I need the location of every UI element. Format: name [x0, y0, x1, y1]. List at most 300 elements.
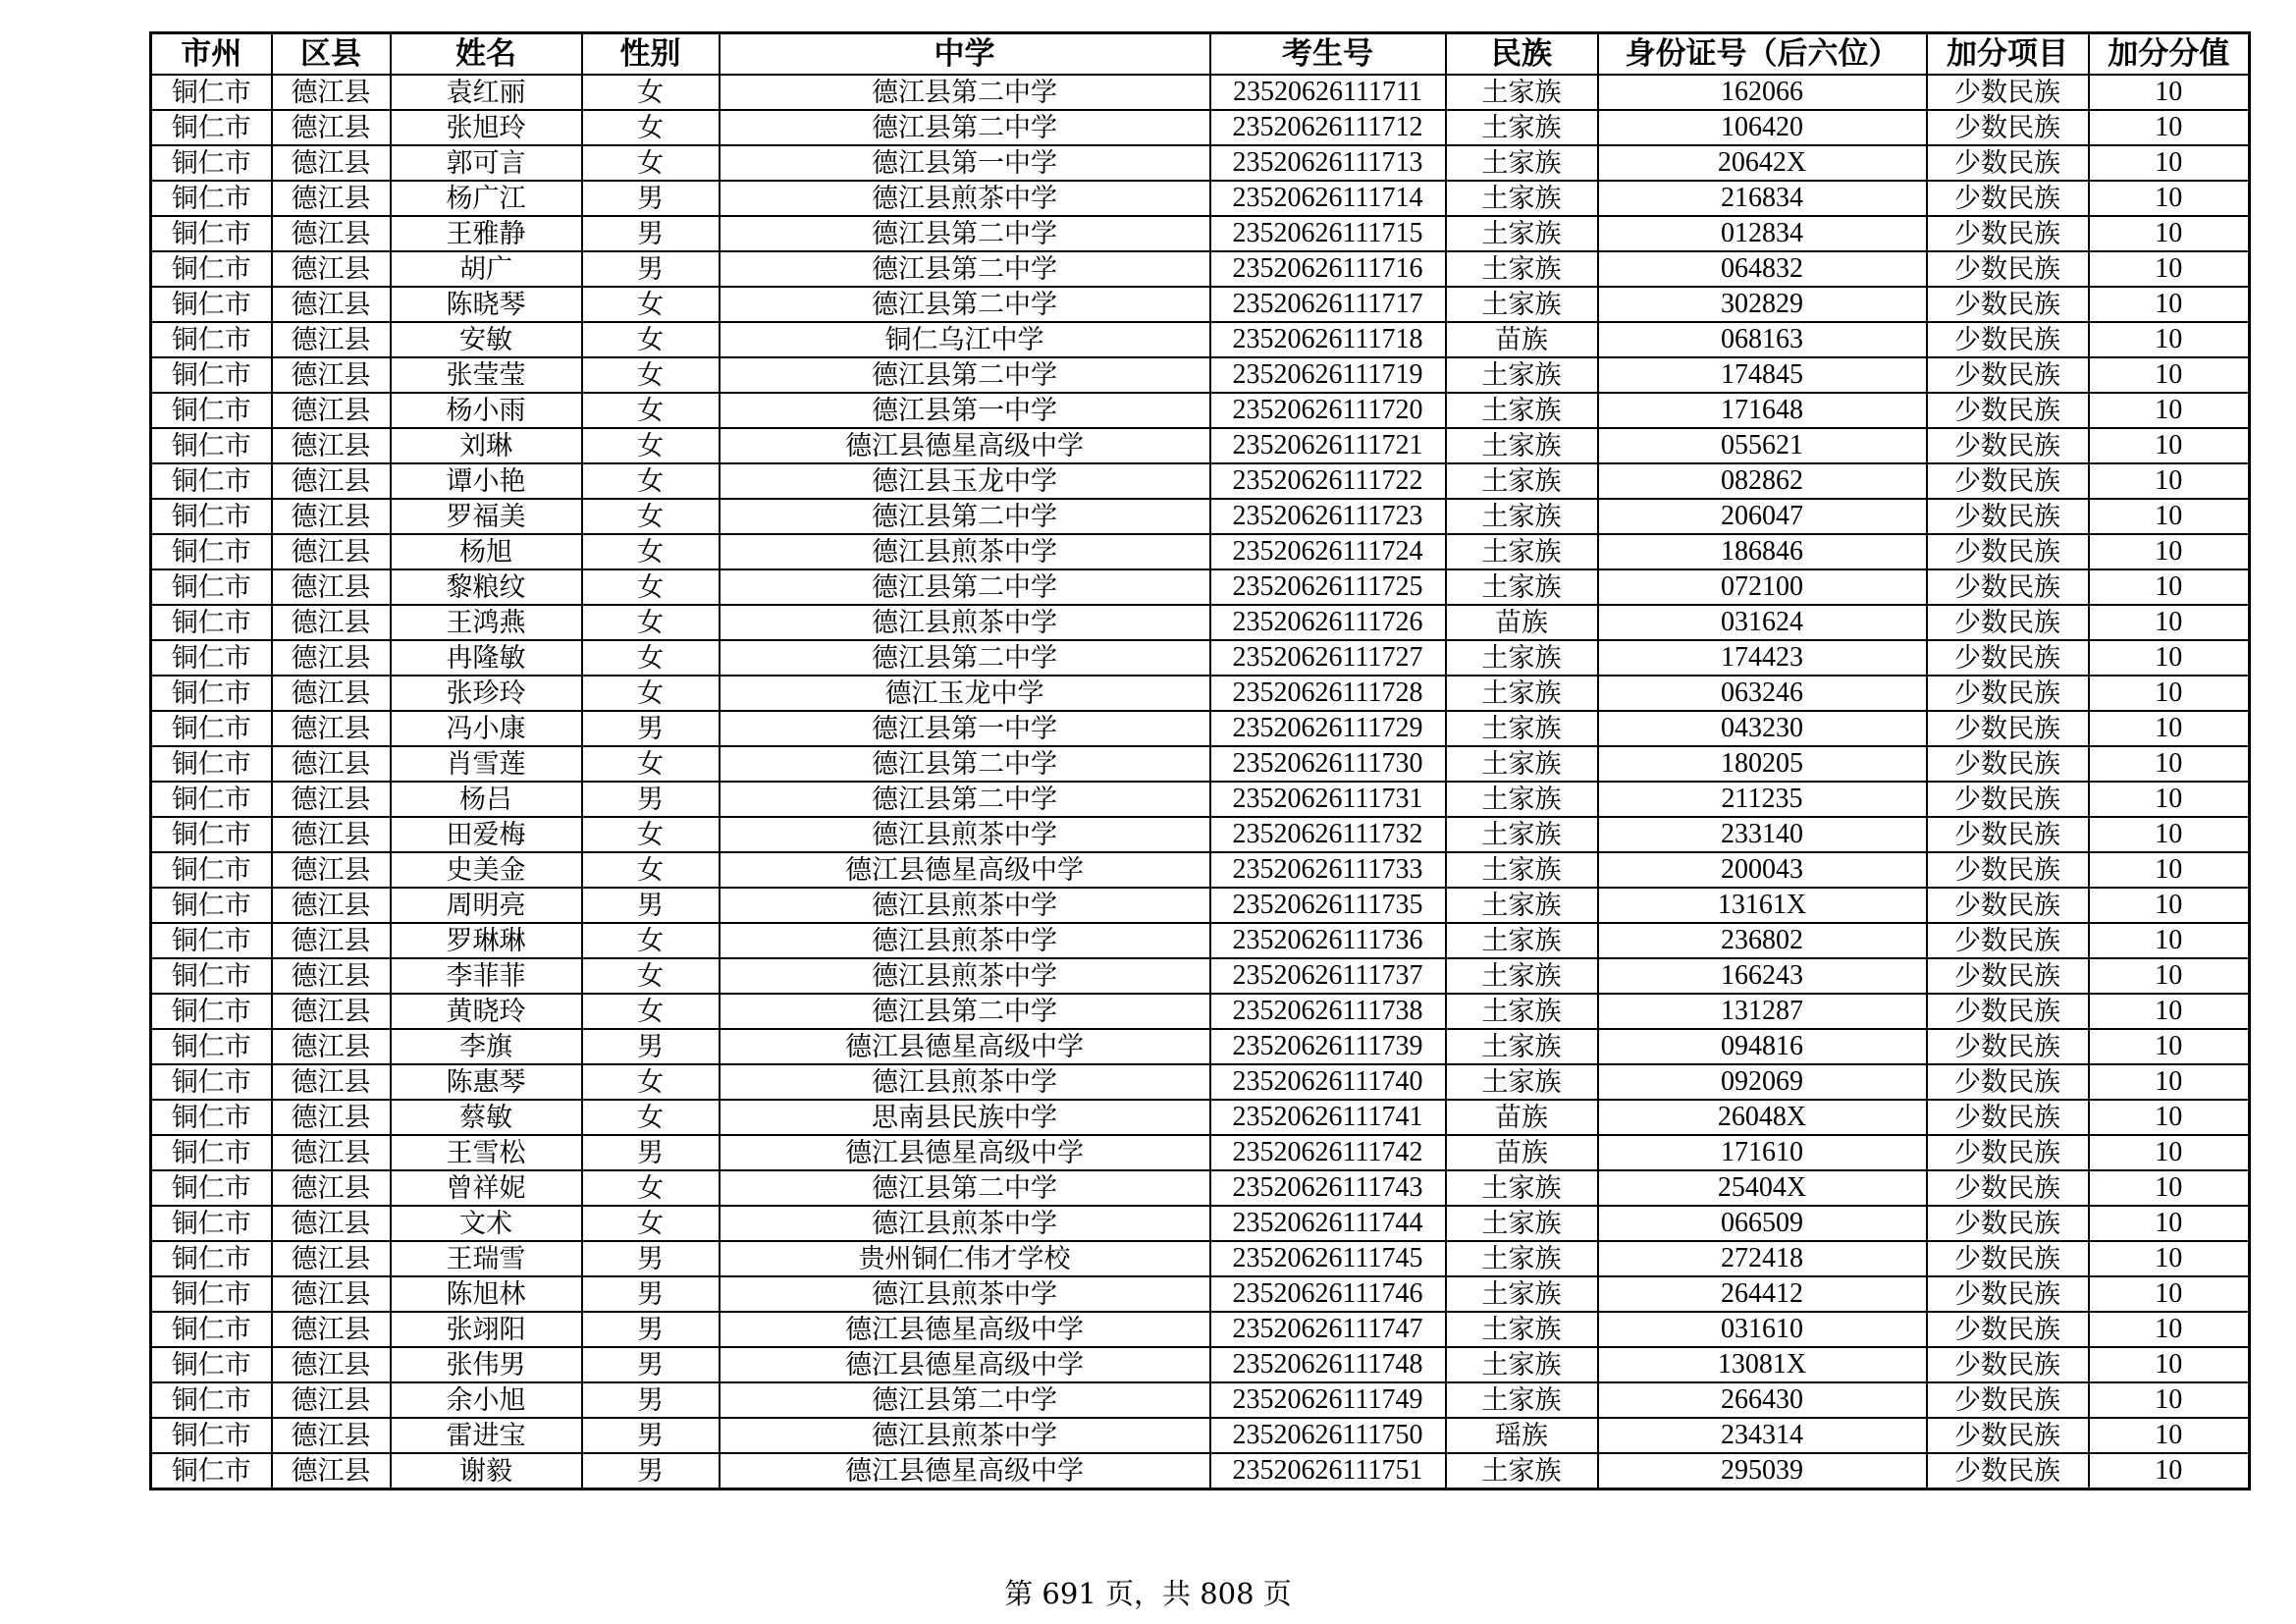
cell-gender: 女 [582, 746, 720, 782]
cell-bonus-item: 少数民族 [1927, 287, 2089, 322]
cell-ethnicity: 土家族 [1446, 852, 1598, 888]
cell-school: 德江县煎茶中学 [720, 958, 1210, 994]
cell-name: 陈旭林 [391, 1276, 582, 1312]
cell-city: 铜仁市 [151, 534, 272, 569]
cell-county: 德江县 [272, 923, 391, 958]
cell-id-last-six: 082862 [1598, 463, 1927, 499]
cell-name: 王雅静 [391, 216, 582, 251]
table-row [151, 852, 2250, 888]
cell-bonus-points: 10 [2089, 251, 2250, 287]
cell-bonus-item: 少数民族 [1927, 817, 2089, 852]
cell-bonus-points: 10 [2089, 1135, 2250, 1170]
cell-name: 谢毅 [391, 1453, 582, 1489]
cell-bonus-item: 少数民族 [1927, 1241, 2089, 1276]
cell-gender: 女 [582, 1100, 720, 1135]
table-row [151, 817, 2250, 852]
cell-name: 张翊阳 [391, 1312, 582, 1347]
cell-ethnicity: 土家族 [1446, 393, 1598, 428]
cell-name: 李菲菲 [391, 958, 582, 994]
cell-gender: 女 [582, 322, 720, 357]
cell-school: 德江县煎茶中学 [720, 1206, 1210, 1241]
cell-county: 德江县 [272, 1382, 391, 1418]
cell-bonus-item: 少数民族 [1927, 110, 2089, 145]
table-row [151, 1064, 2250, 1100]
cell-exam-number: 23520626111713 [1210, 145, 1446, 181]
cell-bonus-item: 少数民族 [1927, 216, 2089, 251]
cell-bonus-points: 10 [2089, 1312, 2250, 1347]
cell-name: 胡广 [391, 251, 582, 287]
cell-exam-number: 23520626111733 [1210, 852, 1446, 888]
cell-name: 陈晓琴 [391, 287, 582, 322]
cell-exam-number: 23520626111746 [1210, 1276, 1446, 1312]
cell-bonus-item: 少数民族 [1927, 463, 2089, 499]
cell-gender: 男 [582, 216, 720, 251]
cell-gender: 女 [582, 1064, 720, 1100]
cell-school: 德江玉龙中学 [720, 676, 1210, 711]
cell-county: 德江县 [272, 534, 391, 569]
cell-city: 铜仁市 [151, 181, 272, 216]
table-row [151, 181, 2250, 216]
cell-name: 黎粮纹 [391, 569, 582, 605]
cell-city: 铜仁市 [151, 499, 272, 534]
cell-id-last-six: 174845 [1598, 357, 1927, 393]
cell-id-last-six: 233140 [1598, 817, 1927, 852]
cell-city: 铜仁市 [151, 357, 272, 393]
cell-gender: 男 [582, 1135, 720, 1170]
cell-ethnicity: 土家族 [1446, 888, 1598, 923]
cell-bonus-item: 少数民族 [1927, 499, 2089, 534]
column-header-bonus-points: 加分分值 [2089, 33, 2250, 76]
cell-ethnicity: 土家族 [1446, 1312, 1598, 1347]
cell-city: 铜仁市 [151, 145, 272, 181]
cell-county: 德江县 [272, 393, 391, 428]
cell-city: 铜仁市 [151, 1100, 272, 1135]
cell-exam-number: 23520626111716 [1210, 251, 1446, 287]
column-header-bonus-item: 加分项目 [1927, 33, 2089, 76]
cell-gender: 女 [582, 534, 720, 569]
cell-city: 铜仁市 [151, 1170, 272, 1206]
cell-gender: 女 [582, 1170, 720, 1206]
header-row [151, 33, 2250, 76]
cell-bonus-item: 少数民族 [1927, 534, 2089, 569]
cell-county: 德江县 [272, 216, 391, 251]
cell-gender: 女 [582, 1206, 720, 1241]
cell-county: 德江县 [272, 110, 391, 145]
cell-id-last-six: 174423 [1598, 640, 1927, 676]
cell-name: 文术 [391, 1206, 582, 1241]
cell-ethnicity: 土家族 [1446, 817, 1598, 852]
cell-ethnicity: 土家族 [1446, 357, 1598, 393]
cell-ethnicity: 土家族 [1446, 287, 1598, 322]
cell-gender: 女 [582, 640, 720, 676]
cell-city: 铜仁市 [151, 1206, 272, 1241]
cell-exam-number: 23520626111731 [1210, 782, 1446, 817]
cell-city: 铜仁市 [151, 1029, 272, 1064]
cell-county: 德江县 [272, 75, 391, 110]
cell-name: 冉隆敏 [391, 640, 582, 676]
cell-exam-number: 23520626111735 [1210, 888, 1446, 923]
table-row [151, 110, 2250, 145]
cell-city: 铜仁市 [151, 75, 272, 110]
cell-bonus-points: 10 [2089, 1453, 2250, 1489]
cell-county: 德江县 [272, 711, 391, 746]
cell-id-last-six: 031610 [1598, 1312, 1927, 1347]
cell-ethnicity: 土家族 [1446, 1064, 1598, 1100]
cell-name: 肖雪莲 [391, 746, 582, 782]
cell-bonus-points: 10 [2089, 322, 2250, 357]
cell-bonus-item: 少数民族 [1927, 994, 2089, 1029]
cell-school: 德江县煎茶中学 [720, 923, 1210, 958]
cell-ethnicity: 土家族 [1446, 110, 1598, 145]
cell-exam-number: 23520626111714 [1210, 181, 1446, 216]
cell-bonus-item: 少数民族 [1927, 1276, 2089, 1312]
cell-school: 德江县煎茶中学 [720, 1418, 1210, 1453]
cell-school: 德江县德星高级中学 [720, 1347, 1210, 1382]
cell-bonus-points: 10 [2089, 181, 2250, 216]
cell-bonus-points: 10 [2089, 499, 2250, 534]
table-body [151, 75, 2250, 1489]
table-row [151, 958, 2250, 994]
cell-id-last-six: 106420 [1598, 110, 1927, 145]
cell-gender: 男 [582, 1453, 720, 1489]
cell-gender: 女 [582, 817, 720, 852]
cell-exam-number: 23520626111720 [1210, 393, 1446, 428]
cell-school: 德江县德星高级中学 [720, 1453, 1210, 1489]
cell-ethnicity: 苗族 [1446, 322, 1598, 357]
cell-exam-number: 23520626111729 [1210, 711, 1446, 746]
cell-bonus-points: 10 [2089, 110, 2250, 145]
cell-exam-number: 23520626111739 [1210, 1029, 1446, 1064]
cell-county: 德江县 [272, 1312, 391, 1347]
cell-city: 铜仁市 [151, 1312, 272, 1347]
cell-city: 铜仁市 [151, 322, 272, 357]
cell-bonus-points: 10 [2089, 75, 2250, 110]
table-row [151, 1312, 2250, 1347]
cell-id-last-six: 043230 [1598, 711, 1927, 746]
cell-name: 罗琳琳 [391, 923, 582, 958]
column-header-exam-number: 考生号 [1210, 33, 1446, 76]
cell-id-last-six: 180205 [1598, 746, 1927, 782]
table-row [151, 888, 2250, 923]
table-row [151, 428, 2250, 463]
cell-bonus-item: 少数民族 [1927, 1347, 2089, 1382]
cell-id-last-six: 200043 [1598, 852, 1927, 888]
cell-gender: 女 [582, 393, 720, 428]
cell-ethnicity: 土家族 [1446, 569, 1598, 605]
table-row [151, 676, 2250, 711]
cell-ethnicity: 土家族 [1446, 923, 1598, 958]
cell-exam-number: 23520626111740 [1210, 1064, 1446, 1100]
cell-county: 德江县 [272, 1206, 391, 1241]
cell-county: 德江县 [272, 1100, 391, 1135]
table-row [151, 322, 2250, 357]
cell-bonus-points: 10 [2089, 1276, 2250, 1312]
cell-ethnicity: 苗族 [1446, 1100, 1598, 1135]
cell-city: 铜仁市 [151, 782, 272, 817]
cell-ethnicity: 土家族 [1446, 463, 1598, 499]
cell-county: 德江县 [272, 357, 391, 393]
cell-county: 德江县 [272, 1241, 391, 1276]
cell-bonus-points: 10 [2089, 428, 2250, 463]
cell-ethnicity: 土家族 [1446, 1276, 1598, 1312]
cell-school: 德江县第二中学 [720, 357, 1210, 393]
cell-city: 铜仁市 [151, 746, 272, 782]
cell-id-last-six: 272418 [1598, 1241, 1927, 1276]
cell-gender: 女 [582, 145, 720, 181]
cell-id-last-six: 171648 [1598, 393, 1927, 428]
table-row [151, 746, 2250, 782]
cell-gender: 男 [582, 711, 720, 746]
cell-county: 德江县 [272, 322, 391, 357]
cell-exam-number: 23520626111726 [1210, 605, 1446, 640]
cell-school: 德江县煎茶中学 [720, 605, 1210, 640]
cell-city: 铜仁市 [151, 393, 272, 428]
cell-id-last-six: 264412 [1598, 1276, 1927, 1312]
cell-school: 德江县玉龙中学 [720, 463, 1210, 499]
cell-exam-number: 23520626111745 [1210, 1241, 1446, 1276]
cell-ethnicity: 土家族 [1446, 181, 1598, 216]
column-header-name: 姓名 [391, 33, 582, 76]
cell-school: 德江县第二中学 [720, 287, 1210, 322]
cell-bonus-points: 10 [2089, 746, 2250, 782]
cell-ethnicity: 土家族 [1446, 676, 1598, 711]
cell-county: 德江县 [272, 782, 391, 817]
table-row [151, 1170, 2250, 1206]
cell-exam-number: 23520626111722 [1210, 463, 1446, 499]
table-row [151, 923, 2250, 958]
cell-id-last-six: 211235 [1598, 782, 1927, 817]
cell-school: 铜仁乌江中学 [720, 322, 1210, 357]
cell-id-last-six: 094816 [1598, 1029, 1927, 1064]
cell-exam-number: 23520626111728 [1210, 676, 1446, 711]
cell-name: 陈惠琴 [391, 1064, 582, 1100]
cell-county: 德江县 [272, 251, 391, 287]
cell-county: 德江县 [272, 428, 391, 463]
table-row [151, 1347, 2250, 1382]
table-row [151, 640, 2250, 676]
column-header-city: 市州 [151, 33, 272, 76]
cell-county: 德江县 [272, 958, 391, 994]
cell-name: 王鸿燕 [391, 605, 582, 640]
cell-bonus-item: 少数民族 [1927, 1100, 2089, 1135]
cell-gender: 女 [582, 923, 720, 958]
cell-city: 铜仁市 [151, 1276, 272, 1312]
cell-bonus-item: 少数民族 [1927, 640, 2089, 676]
cell-exam-number: 23520626111737 [1210, 958, 1446, 994]
cell-bonus-item: 少数民族 [1927, 1312, 2089, 1347]
table-row [151, 499, 2250, 534]
cell-school: 德江县第二中学 [720, 569, 1210, 605]
table-row [151, 782, 2250, 817]
table-row [151, 1029, 2250, 1064]
cell-id-last-six: 26048X [1598, 1100, 1927, 1135]
table-row [151, 1453, 2250, 1489]
cell-id-last-six: 206047 [1598, 499, 1927, 534]
cell-id-last-six: 13161X [1598, 888, 1927, 923]
cell-gender: 男 [582, 1029, 720, 1064]
cell-id-last-six: 186846 [1598, 534, 1927, 569]
cell-city: 铜仁市 [151, 676, 272, 711]
cell-id-last-six: 064832 [1598, 251, 1927, 287]
cell-bonus-points: 10 [2089, 958, 2250, 994]
cell-id-last-six: 072100 [1598, 569, 1927, 605]
cell-bonus-item: 少数民族 [1927, 1206, 2089, 1241]
cell-exam-number: 23520626111719 [1210, 357, 1446, 393]
cell-bonus-points: 10 [2089, 852, 2250, 888]
cell-exam-number: 23520626111751 [1210, 1453, 1446, 1489]
cell-ethnicity: 土家族 [1446, 251, 1598, 287]
cell-bonus-points: 10 [2089, 463, 2250, 499]
cell-city: 铜仁市 [151, 923, 272, 958]
cell-bonus-points: 10 [2089, 782, 2250, 817]
cell-county: 德江县 [272, 463, 391, 499]
cell-id-last-six: 031624 [1598, 605, 1927, 640]
cell-exam-number: 23520626111712 [1210, 110, 1446, 145]
column-header-ethnicity: 民族 [1446, 33, 1598, 76]
table-row [151, 393, 2250, 428]
cell-bonus-item: 少数民族 [1927, 958, 2089, 994]
cell-exam-number: 23520626111747 [1210, 1312, 1446, 1347]
cell-bonus-points: 10 [2089, 888, 2250, 923]
cell-name: 余小旭 [391, 1382, 582, 1418]
cell-name: 杨广江 [391, 181, 582, 216]
cell-bonus-points: 10 [2089, 1029, 2250, 1064]
cell-ethnicity: 土家族 [1446, 216, 1598, 251]
cell-id-last-six: 092069 [1598, 1064, 1927, 1100]
cell-city: 铜仁市 [151, 605, 272, 640]
cell-city: 铜仁市 [151, 817, 272, 852]
cell-exam-number: 23520626111717 [1210, 287, 1446, 322]
cell-city: 铜仁市 [151, 1382, 272, 1418]
cell-school: 德江县煎茶中学 [720, 888, 1210, 923]
cell-school: 德江县第二中学 [720, 782, 1210, 817]
cell-gender: 女 [582, 75, 720, 110]
cell-ethnicity: 土家族 [1446, 994, 1598, 1029]
cell-school: 德江县第一中学 [720, 711, 1210, 746]
cell-id-last-six: 055621 [1598, 428, 1927, 463]
cell-bonus-points: 10 [2089, 640, 2250, 676]
cell-city: 铜仁市 [151, 569, 272, 605]
cell-bonus-item: 少数民族 [1927, 852, 2089, 888]
table-row [151, 605, 2250, 640]
cell-school: 德江县煎茶中学 [720, 181, 1210, 216]
cell-exam-number: 23520626111742 [1210, 1135, 1446, 1170]
cell-bonus-item: 少数民族 [1927, 145, 2089, 181]
cell-bonus-points: 10 [2089, 676, 2250, 711]
cell-county: 德江县 [272, 676, 391, 711]
cell-ethnicity: 土家族 [1446, 1206, 1598, 1241]
cell-name: 杨旭 [391, 534, 582, 569]
cell-school: 德江县第二中学 [720, 746, 1210, 782]
table-row [151, 357, 2250, 393]
cell-name: 张旭玲 [391, 110, 582, 145]
cell-school: 德江县第二中学 [720, 216, 1210, 251]
cell-name: 罗福美 [391, 499, 582, 534]
cell-name: 史美金 [391, 852, 582, 888]
cell-city: 铜仁市 [151, 958, 272, 994]
cell-city: 铜仁市 [151, 888, 272, 923]
cell-bonus-item: 少数民族 [1927, 1170, 2089, 1206]
cell-school: 德江县第一中学 [720, 393, 1210, 428]
table-row [151, 216, 2250, 251]
cell-gender: 男 [582, 782, 720, 817]
cell-school: 思南县民族中学 [720, 1100, 1210, 1135]
cell-id-last-six: 063246 [1598, 676, 1927, 711]
cell-school: 德江县第二中学 [720, 1382, 1210, 1418]
table-row [151, 251, 2250, 287]
cell-county: 德江县 [272, 1453, 391, 1489]
cell-gender: 男 [582, 1276, 720, 1312]
cell-ethnicity: 土家族 [1446, 711, 1598, 746]
cell-id-last-six: 131287 [1598, 994, 1927, 1029]
cell-school: 德江县第二中学 [720, 994, 1210, 1029]
table-row [151, 145, 2250, 181]
cell-ethnicity: 土家族 [1446, 75, 1598, 110]
cell-school: 德江县煎茶中学 [720, 1276, 1210, 1312]
cell-gender: 男 [582, 1312, 720, 1347]
cell-id-last-six: 236802 [1598, 923, 1927, 958]
cell-bonus-item: 少数民族 [1927, 605, 2089, 640]
cell-bonus-points: 10 [2089, 1170, 2250, 1206]
cell-exam-number: 23520626111749 [1210, 1382, 1446, 1418]
cell-bonus-item: 少数民族 [1927, 1064, 2089, 1100]
table-row [151, 287, 2250, 322]
cell-ethnicity: 土家族 [1446, 428, 1598, 463]
cell-ethnicity: 土家族 [1446, 499, 1598, 534]
cell-id-last-six: 234314 [1598, 1418, 1927, 1453]
cell-gender: 男 [582, 251, 720, 287]
cell-county: 德江县 [272, 1276, 391, 1312]
cell-gender: 女 [582, 676, 720, 711]
cell-exam-number: 23520626111725 [1210, 569, 1446, 605]
cell-exam-number: 23520626111732 [1210, 817, 1446, 852]
cell-bonus-points: 10 [2089, 1064, 2250, 1100]
cell-city: 铜仁市 [151, 110, 272, 145]
cell-bonus-points: 10 [2089, 1241, 2250, 1276]
cell-ethnicity: 苗族 [1446, 1135, 1598, 1170]
table-row [151, 711, 2250, 746]
cell-name: 冯小康 [391, 711, 582, 746]
cell-school: 德江县第二中学 [720, 75, 1210, 110]
cell-name: 田爱梅 [391, 817, 582, 852]
cell-exam-number: 23520626111744 [1210, 1206, 1446, 1241]
cell-id-last-six: 266430 [1598, 1382, 1927, 1418]
cell-bonus-points: 10 [2089, 1100, 2250, 1135]
cell-bonus-item: 少数民族 [1927, 923, 2089, 958]
cell-county: 德江县 [272, 888, 391, 923]
cell-bonus-points: 10 [2089, 393, 2250, 428]
cell-city: 铜仁市 [151, 1064, 272, 1100]
cell-name: 谭小艳 [391, 463, 582, 499]
cell-bonus-points: 10 [2089, 817, 2250, 852]
cell-ethnicity: 土家族 [1446, 640, 1598, 676]
cell-id-last-six: 068163 [1598, 322, 1927, 357]
table-row [151, 1100, 2250, 1135]
table-row [151, 1206, 2250, 1241]
table-row [151, 1382, 2250, 1418]
cell-exam-number: 23520626111715 [1210, 216, 1446, 251]
cell-county: 德江县 [272, 1064, 391, 1100]
cell-gender: 女 [582, 110, 720, 145]
cell-county: 德江县 [272, 181, 391, 216]
cell-county: 德江县 [272, 605, 391, 640]
cell-county: 德江县 [272, 994, 391, 1029]
cell-gender: 男 [582, 1382, 720, 1418]
table-row [151, 463, 2250, 499]
cell-county: 德江县 [272, 287, 391, 322]
cell-city: 铜仁市 [151, 1347, 272, 1382]
cell-ethnicity: 瑶族 [1446, 1418, 1598, 1453]
